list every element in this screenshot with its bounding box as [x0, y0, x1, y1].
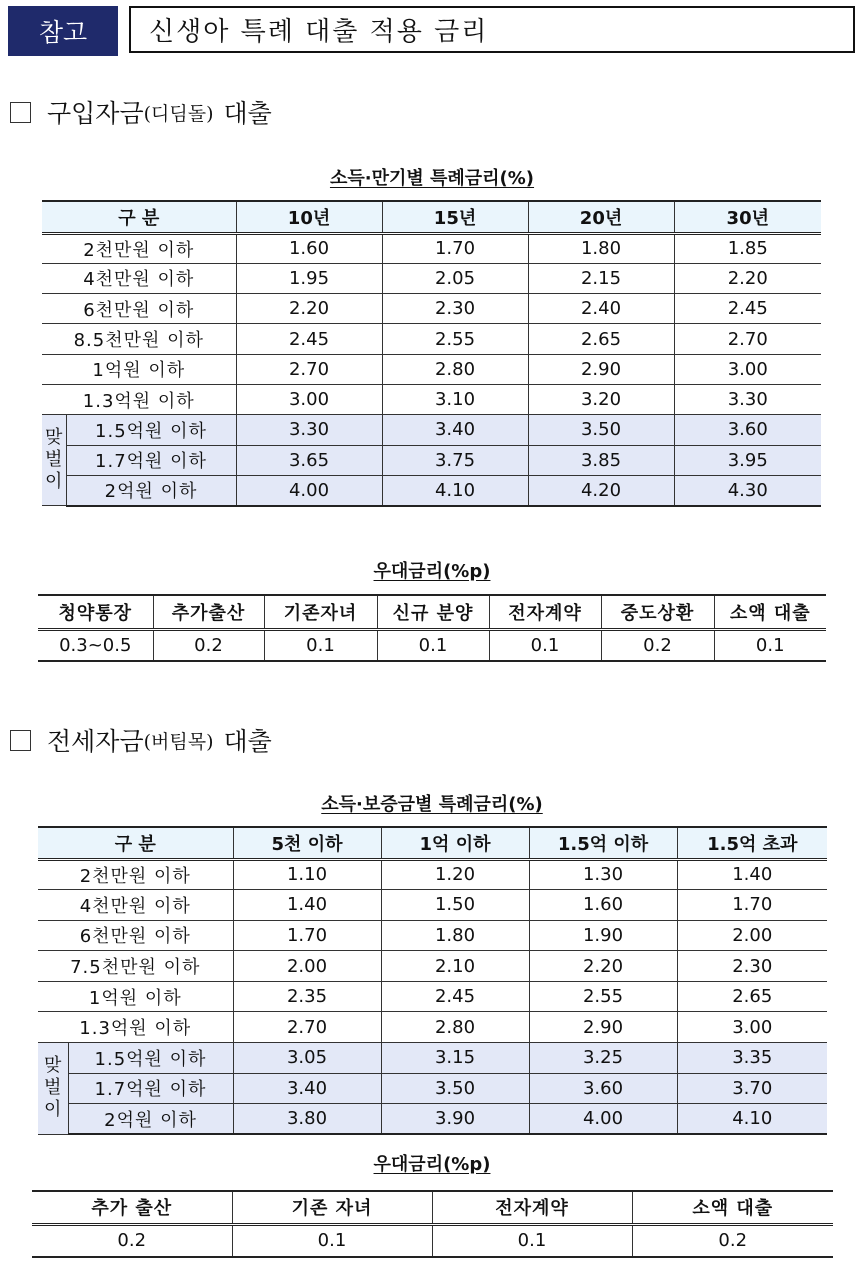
income-label: 1.3억원 이하 [38, 1012, 233, 1043]
table-row [38, 1043, 827, 1074]
rate-cell: 3.15 [381, 1043, 529, 1074]
rate-cell: 3.75 [382, 445, 528, 475]
rate-cell: 2.35 [233, 981, 381, 1012]
rate-cell: 1.90 [529, 920, 677, 951]
column-header: 20년 [528, 201, 674, 233]
income-label: 2천만원 이하 [42, 233, 236, 263]
jeonse-pref-table [32, 1190, 833, 1258]
column-header: 구 분 [42, 201, 236, 233]
purchase-heading-paren: (디딤돌) [143, 102, 214, 125]
rate-cell: 2.90 [529, 1012, 677, 1043]
dual-income-char: 벌 [44, 1077, 62, 1099]
rate-cell: 3.65 [236, 445, 382, 475]
rate-cell: 2.40 [528, 294, 674, 324]
column-header: 1.5억 초과 [677, 827, 827, 859]
rate-cell: 3.85 [528, 445, 674, 475]
rate-cell: 3.80 [233, 1104, 381, 1135]
rate-cell: 2.80 [382, 354, 528, 384]
rate-cell: 3.60 [674, 415, 821, 445]
rate-cell: 4.30 [674, 475, 821, 505]
rate-cell: 2.20 [674, 263, 821, 293]
rate-cell: 2.45 [236, 324, 382, 354]
income-label: 2천만원 이하 [38, 859, 233, 890]
rate-cell: 3.00 [674, 354, 821, 384]
dual-income-char: 벌 [45, 449, 63, 471]
rate-cell: 1.50 [381, 890, 529, 921]
rate-cell: 2.15 [528, 263, 674, 293]
rate-cell: 1.40 [233, 890, 381, 921]
rate-cell: 2.45 [674, 294, 821, 324]
income-label: 1.5억원 이하 [66, 415, 236, 445]
pref-column-header: 중도상환 [601, 595, 714, 629]
rate-cell: 1.30 [529, 859, 677, 890]
income-label: 4천만원 이하 [38, 890, 233, 921]
dual-income-label [42, 415, 66, 506]
income-label: 6천만원 이하 [42, 294, 236, 324]
income-label: 1.3억원 이하 [42, 384, 236, 414]
pref-column-header: 기존 자녀 [232, 1191, 432, 1224]
income-label: 7.5천만원 이하 [38, 951, 233, 982]
purchase-pref-table [38, 594, 826, 662]
income-label: 1.7억원 이하 [66, 445, 236, 475]
pref-value-cell: 0.1 [714, 629, 826, 661]
table-row [38, 890, 827, 921]
purchase-section-heading [10, 94, 272, 130]
dual-income-label [38, 1043, 68, 1135]
pref-value-cell: 0.2 [153, 629, 264, 661]
rate-cell: 2.45 [381, 981, 529, 1012]
rate-cell: 3.40 [233, 1073, 381, 1104]
column-header: 1.5억 이하 [529, 827, 677, 859]
purchase-heading-suffix: 대출 [223, 99, 272, 128]
pref-column-header: 추가출산 [153, 595, 264, 629]
rate-cell: 1.70 [677, 890, 827, 921]
rate-cell: 3.00 [236, 384, 382, 414]
rate-cell: 3.10 [382, 384, 528, 414]
income-label: 6천만원 이하 [38, 920, 233, 951]
purchase-rate-caption: 소득·만기별 특례금리(%) [329, 168, 535, 189]
income-label: 4천만원 이하 [42, 263, 236, 293]
page-title: 신생아 특례 대출 적용 금리 [129, 6, 855, 53]
rate-cell: 3.95 [674, 445, 821, 475]
rate-cell: 2.70 [674, 324, 821, 354]
rate-cell: 1.20 [381, 859, 529, 890]
rate-cell: 2.05 [382, 263, 528, 293]
column-header: 10년 [236, 201, 382, 233]
rate-cell: 1.40 [677, 859, 827, 890]
income-label: 1.5억원 이하 [68, 1043, 233, 1074]
table-row [42, 263, 821, 293]
rate-cell: 2.55 [382, 324, 528, 354]
column-header: 구 분 [38, 827, 233, 859]
pref-value-cell: 0.1 [377, 629, 489, 661]
rate-cell: 2.65 [677, 981, 827, 1012]
rate-cell: 4.00 [529, 1104, 677, 1135]
rate-cell: 3.30 [236, 415, 382, 445]
rate-cell: 1.85 [674, 233, 821, 263]
table-row [42, 233, 821, 263]
table-row [38, 981, 827, 1012]
pref-column-header: 기존자녀 [264, 595, 377, 629]
income-label: 1억원 이하 [38, 981, 233, 1012]
purchase-pref-caption: 우대금리(%p) [373, 561, 491, 582]
table-row [42, 384, 821, 414]
column-header: 1억 이하 [381, 827, 529, 859]
jeonse-heading-paren: (버팀목) [143, 730, 214, 753]
rate-cell: 3.60 [529, 1073, 677, 1104]
table-row [42, 415, 821, 445]
rate-cell: 1.60 [236, 233, 382, 263]
pref-value-cell: 0.2 [632, 1224, 833, 1257]
rate-cell: 1.60 [529, 890, 677, 921]
rate-cell: 3.30 [674, 384, 821, 414]
rate-cell: 2.80 [381, 1012, 529, 1043]
rate-cell: 3.90 [381, 1104, 529, 1135]
table-row [38, 1104, 827, 1135]
rate-cell: 2.00 [677, 920, 827, 951]
rate-cell: 2.70 [236, 354, 382, 384]
pref-value-cell: 0.1 [264, 629, 377, 661]
table-row [38, 1012, 827, 1043]
dual-income-char: 이 [45, 471, 63, 493]
pref-column-header: 전자계약 [489, 595, 601, 629]
column-header: 15년 [382, 201, 528, 233]
rate-cell: 1.80 [528, 233, 674, 263]
income-label: 2억원 이하 [66, 475, 236, 505]
checkbox-icon [10, 102, 31, 123]
rate-cell: 2.30 [382, 294, 528, 324]
reference-badge: 참고 [8, 6, 118, 56]
table-row [42, 354, 821, 384]
table-row [38, 859, 827, 890]
pref-column-header: 신규 분양 [377, 595, 489, 629]
pref-column-header: 소액 대출 [632, 1191, 833, 1224]
pref-value-cell: 0.2 [32, 1224, 232, 1257]
pref-column-header: 소액 대출 [714, 595, 826, 629]
rate-cell: 2.90 [528, 354, 674, 384]
rate-cell: 3.50 [528, 415, 674, 445]
jeonse-rate-caption: 소득·보증금별 특례금리(%) [321, 794, 543, 815]
pref-column-header: 추가 출산 [32, 1191, 232, 1224]
rate-cell: 1.10 [233, 859, 381, 890]
jeonse-rate-table [38, 826, 827, 1135]
income-label: 1억원 이하 [42, 354, 236, 384]
jeonse-heading-suffix: 대출 [223, 727, 272, 756]
rate-cell: 3.70 [677, 1073, 827, 1104]
pref-value-cell: 0.2 [601, 629, 714, 661]
rate-cell: 3.50 [381, 1073, 529, 1104]
rate-cell: 2.55 [529, 981, 677, 1012]
table-row [38, 920, 827, 951]
rate-cell: 2.20 [529, 951, 677, 982]
checkbox-icon [10, 730, 31, 751]
purchase-heading-main: 구입자금 [47, 99, 144, 128]
table-row [42, 475, 821, 505]
rate-cell: 3.40 [382, 415, 528, 445]
rate-cell: 2.00 [233, 951, 381, 982]
purchase-rate-table [42, 200, 821, 507]
pref-column-header: 전자계약 [432, 1191, 632, 1224]
jeonse-section-heading [10, 722, 272, 758]
rate-cell: 2.20 [236, 294, 382, 324]
rate-cell: 3.35 [677, 1043, 827, 1074]
jeonse-pref-caption: 우대금리(%p) [373, 1154, 491, 1175]
pref-column-header: 청약통장 [38, 595, 153, 629]
dual-income-char: 맞 [44, 1055, 62, 1077]
column-header: 5천 이하 [233, 827, 381, 859]
dual-income-char: 맞 [45, 427, 63, 449]
pref-value-cell: 0.1 [432, 1224, 632, 1257]
table-row [42, 294, 821, 324]
rate-cell: 3.20 [528, 384, 674, 414]
income-label: 8.5천만원 이하 [42, 324, 236, 354]
rate-cell: 3.00 [677, 1012, 827, 1043]
jeonse-heading-main: 전세자금 [47, 727, 144, 756]
pref-value-cell: 0.1 [232, 1224, 432, 1257]
rate-cell: 4.00 [236, 475, 382, 505]
income-label: 2억원 이하 [68, 1104, 233, 1135]
pref-value-cell: 0.1 [489, 629, 601, 661]
column-header: 30년 [674, 201, 821, 233]
rate-cell: 2.10 [381, 951, 529, 982]
table-row [42, 324, 821, 354]
rate-cell: 1.95 [236, 263, 382, 293]
pref-value-cell: 0.3~0.5 [38, 629, 153, 661]
rate-cell: 1.70 [233, 920, 381, 951]
rate-cell: 2.70 [233, 1012, 381, 1043]
table-row [38, 951, 827, 982]
rate-cell: 4.10 [677, 1104, 827, 1135]
table-row [38, 1073, 827, 1104]
rate-cell: 1.80 [381, 920, 529, 951]
rate-cell: 2.30 [677, 951, 827, 982]
rate-cell: 4.10 [382, 475, 528, 505]
rate-cell: 4.20 [528, 475, 674, 505]
rate-cell: 3.25 [529, 1043, 677, 1074]
rate-cell: 1.70 [382, 233, 528, 263]
income-label: 1.7억원 이하 [68, 1073, 233, 1104]
rate-cell: 3.05 [233, 1043, 381, 1074]
rate-cell: 2.65 [528, 324, 674, 354]
dual-income-char: 이 [44, 1099, 62, 1121]
table-row [42, 445, 821, 475]
